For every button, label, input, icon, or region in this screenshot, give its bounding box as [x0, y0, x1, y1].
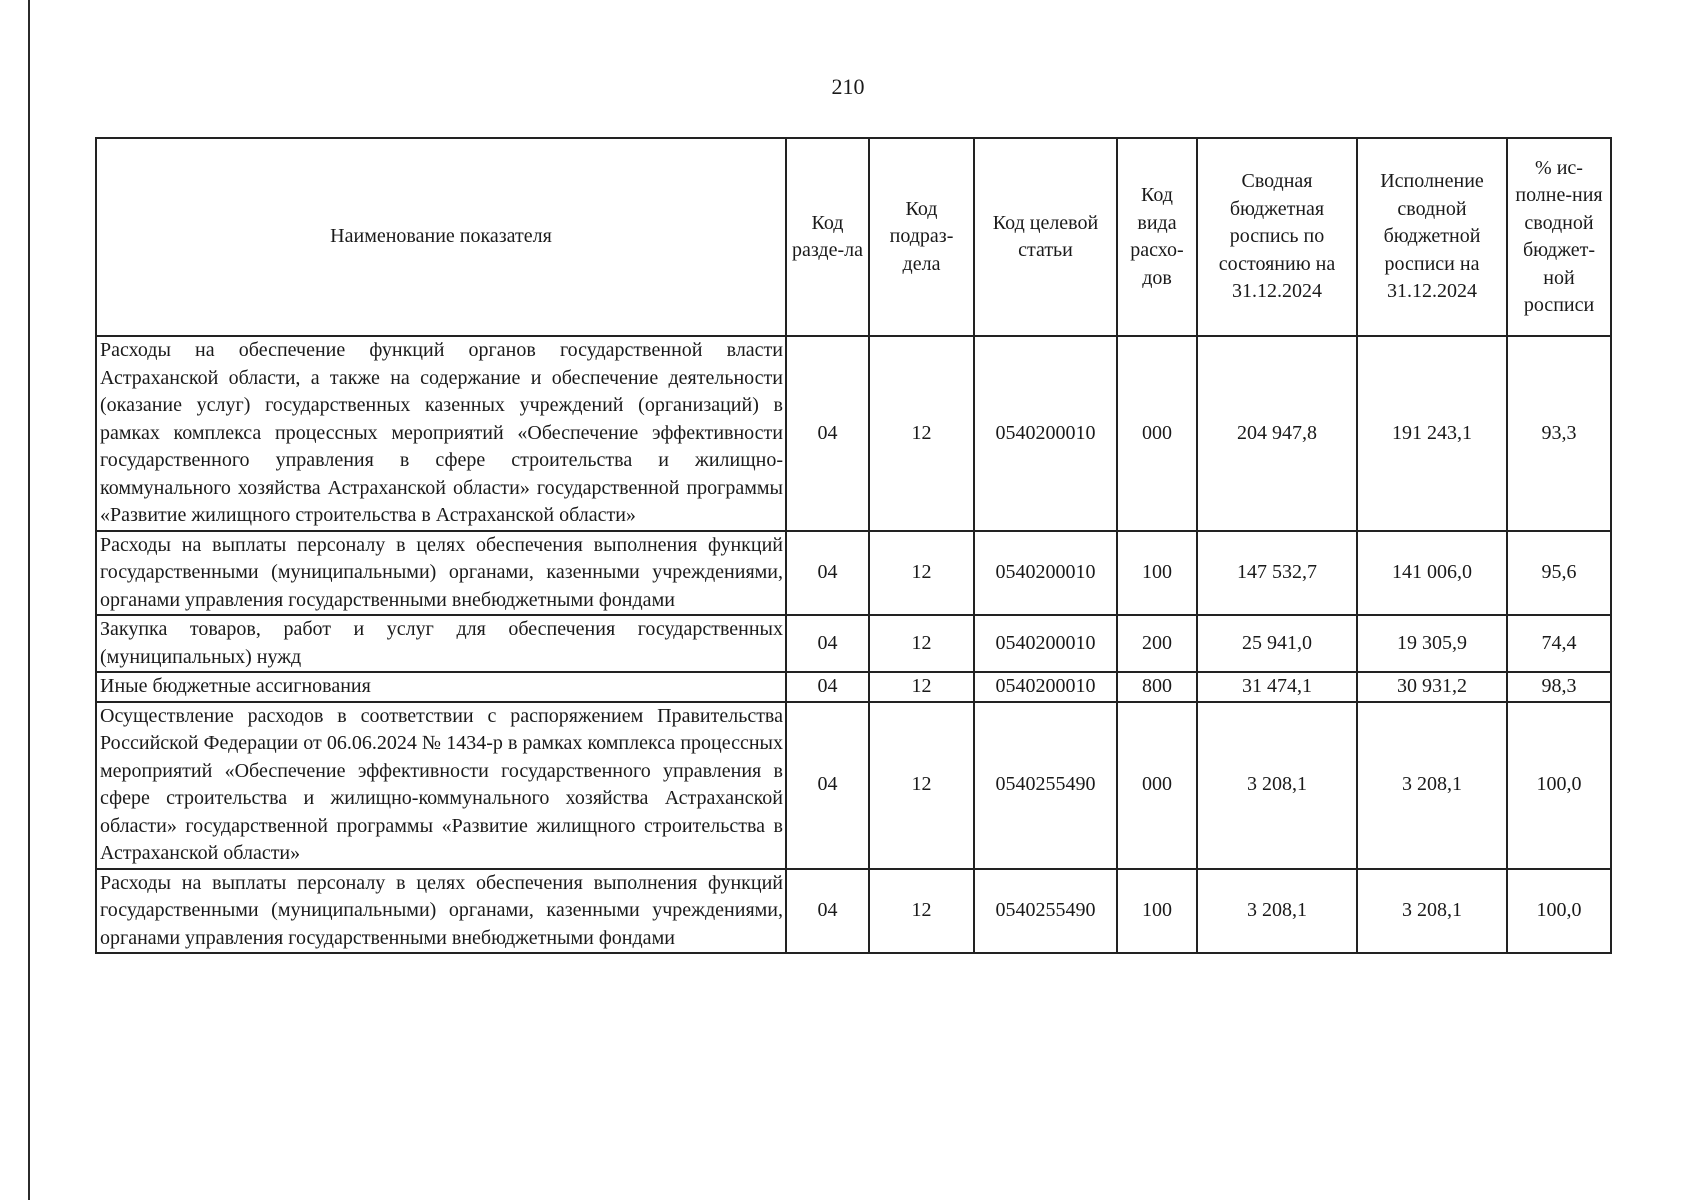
row-podrazdel: 12 — [869, 869, 974, 954]
row-expense-type: 100 — [1117, 531, 1197, 616]
row-podrazdel: 12 — [869, 615, 974, 672]
row-name: Расходы на выплаты персоналу в целях обеспечения выполнения функций государственными (муниципальными) органами, казенными учреждениями, органами управления государственными внебюджетными фондами — [96, 869, 786, 954]
row-name: Иные бюджетные ассигнования — [96, 672, 786, 702]
row-budget-plan: 31 474,1 — [1197, 672, 1357, 702]
row-expense-type: 200 — [1117, 615, 1197, 672]
row-razdel: 04 — [786, 615, 869, 672]
page-left-rule — [28, 0, 30, 1200]
row-budget-execution: 3 208,1 — [1357, 702, 1507, 869]
row-execution-percent: 93,3 — [1507, 336, 1611, 531]
table-row — [96, 615, 1611, 672]
row-target-code: 0540200010 — [974, 672, 1117, 702]
row-execution-percent: 98,3 — [1507, 672, 1611, 702]
row-podrazdel: 12 — [869, 336, 974, 531]
row-execution-percent: 100,0 — [1507, 702, 1611, 869]
row-razdel: 04 — [786, 336, 869, 531]
row-expense-type: 000 — [1117, 336, 1197, 531]
budget-table — [95, 137, 1612, 954]
row-podrazdel: 12 — [869, 702, 974, 869]
row-podrazdel: 12 — [869, 531, 974, 616]
row-razdel: 04 — [786, 869, 869, 954]
table-row — [96, 336, 1611, 531]
row-budget-execution: 191 243,1 — [1357, 336, 1507, 531]
row-budget-execution: 3 208,1 — [1357, 869, 1507, 954]
row-razdel: 04 — [786, 531, 869, 616]
row-name: Расходы на выплаты персоналу в целях обеспечения выполнения функций государственными (муниципальными) органами, казенными учреждениями, органами управления государственными внебюджетными фондами — [96, 531, 786, 616]
table-row — [96, 869, 1611, 954]
row-execution-percent: 95,6 — [1507, 531, 1611, 616]
row-budget-plan: 204 947,8 — [1197, 336, 1357, 531]
table-row — [96, 672, 1611, 702]
header-expense-type: Код вида расхо-дов — [1117, 138, 1197, 336]
row-expense-type: 800 — [1117, 672, 1197, 702]
row-name: Осуществление расходов в соответствии с распоряжением Правительства Российской Федерации от 06.06.2024 № 1434-р в рамках комплекса процессных мероприятий «Обеспечение эффективности государственного управления в сфере строительства и жилищно-коммунального хозяйства Астраханской области» государственной программы «Развитие жилищного строительства в Астраханской области» — [96, 702, 786, 869]
row-target-code: 0540255490 — [974, 702, 1117, 869]
header-budget-plan: Сводная бюджетная роспись по состоянию на 31.12.2024 — [1197, 138, 1357, 336]
row-execution-percent: 74,4 — [1507, 615, 1611, 672]
row-budget-execution: 141 006,0 — [1357, 531, 1507, 616]
row-razdel: 04 — [786, 672, 869, 702]
table-row — [96, 531, 1611, 616]
row-expense-type: 100 — [1117, 869, 1197, 954]
row-budget-plan: 3 208,1 — [1197, 869, 1357, 954]
row-budget-execution: 19 305,9 — [1357, 615, 1507, 672]
row-razdel: 04 — [786, 702, 869, 869]
table-row — [96, 702, 1611, 869]
row-budget-execution: 30 931,2 — [1357, 672, 1507, 702]
row-budget-plan: 147 532,7 — [1197, 531, 1357, 616]
row-execution-percent: 100,0 — [1507, 869, 1611, 954]
row-target-code: 0540200010 — [974, 336, 1117, 531]
header-name: Наименование показателя — [96, 138, 786, 336]
row-podrazdel: 12 — [869, 672, 974, 702]
row-budget-plan: 3 208,1 — [1197, 702, 1357, 869]
row-target-code: 0540255490 — [974, 869, 1117, 954]
page-number: 210 — [831, 74, 865, 99]
header-podrazdel: Код подраз-дела — [869, 138, 974, 336]
table-header-row — [96, 138, 1611, 336]
row-name: Расходы на обеспечение функций органов государственной власти Астраханской области, а также на содержание и обеспечение деятельности (оказание услуг) государственных казенных учреждений (организаций) в рамках комплекса процессных мероприятий «Обеспечение эффективности государственного управления в сфере строительства и жилищно-коммунального хозяйства Астраханской области» государственной программы «Развитие жилищного строительства в Астраханской области» — [96, 336, 786, 531]
row-expense-type: 000 — [1117, 702, 1197, 869]
row-name: Закупка товаров, работ и услуг для обеспечения государственных (муниципальных) нужд — [96, 615, 786, 672]
row-target-code: 0540200010 — [974, 615, 1117, 672]
header-target-code: Код целевой статьи — [974, 138, 1117, 336]
header-budget-execution: Исполнение сводной бюджетной росписи на 31.12.2024 — [1357, 138, 1507, 336]
row-target-code: 0540200010 — [974, 531, 1117, 616]
header-razdel: Код разде-ла — [786, 138, 869, 336]
row-budget-plan: 25 941,0 — [1197, 615, 1357, 672]
header-execution-percent: % ис-полне-ния сводной бюджет-ной росписи — [1507, 138, 1611, 336]
